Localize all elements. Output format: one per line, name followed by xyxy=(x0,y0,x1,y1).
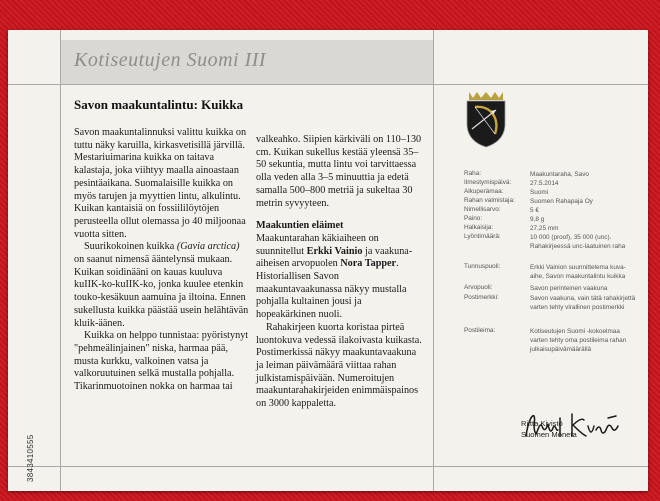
paragraph: Savon maakuntalinnuksi valittu kuikka on tuttu näky karuilla, kirkasvetisillä järvillä. Mestariuimarina kuikka on taitava kalastaja, joka viihtyy maalla ainoastaan pesintäaikana. Suomalaisille kuikka on myös tarujen ja myyttien lintu, alkulintu. Kuikan kantaisiä on fossiililöytöjen perusteella ollut olemassa jo 40 miljoonaa vuotta sitten. xyxy=(74,127,247,240)
latin-name: (Gavia arctica) xyxy=(176,241,240,253)
paragraph: Suurikokoinen kuikka (Gavia arctica) on saanut nimensä ääntelynsä mukaan. Kuikan soidinääni on kauas kuuluva kuIIK-ko-kuIIK-ko, jonka kuulee etenkin touko-kesäkuun aamuina ja iltoina. Ennen sukellusta kuikka päästää usein helähtävän kluik-äänen. xyxy=(74,241,249,329)
header-rule xyxy=(8,84,648,85)
paragraph: Kuikka on helppo tunnistaa: pyöristynyt "pehmeälinjainen" niska, harmaa pää, musta kurkku, valkoinen vatsa ja valkoruutuinen selkä mustalla pohjalla. Tikarinmuotoinen nokka on harmaa tai xyxy=(74,330,249,393)
savo-coat-of-arms-icon xyxy=(463,90,509,148)
header-band xyxy=(60,40,433,84)
paragraph: valkeahko. Siipien kärkiväli on 110–130 cm. Kuikan sukellus kestää yleensä 35–50 sekuntia, mutta lintu voi tarvittaessa olla veden alla 3–5 minuuttia ja edetä samalla 500–800 metriä ja sukeltaa 30 metrin syvyyteen. xyxy=(256,134,422,209)
paragraph: Maakuntarahan käkiaiheen on suunnitellut Erkki Vainio ja vaakuna-aiheisen arvopuolen Nora Tapper. Historiallisen Savon maakuntavaakunassa näkyy mustalla pohjalla kultainen jousi ja hopeakärkinen nuoli. xyxy=(256,232,413,321)
serial-number: 3843410555 xyxy=(26,434,35,482)
designer-name: Nora Tapper xyxy=(340,258,397,270)
paragraph: Rahakirjeen kuorta koristaa pirteä luontokuva vedessä ilakoivasta kuikasta. Postimerkissä näkyy maakuntavaakuna ja leiman päivämäärä viittaa rahan julkistamispäivään. Numeroitujen maakuntarahakirjeiden enimmäispainos on 3000 kappaletta. xyxy=(256,321,422,410)
info-card: Kotiseutujen Suomi III Savon maakuntalintu: Kuikka Savon maakuntalinnuksi valittu kuikka on tuttu näky karuilla, kirkasvetisillä järvillä. Mestariuimarina kuikka on taitava kalastaja, joka viihtyy maalla ainoastaan pesintäaikana. Suomalaisille kuikka on myös tarujen ja myyttien lintu, alkulintu. Kuikan kantaisiä on fossiililöytöjen perusteella ollut olemassa jo 40 miljoonaa vuotta sitten. Suurikokoinen kuikka (Gavia arctica) on saanut nimensä ääntelynsä mukaan. Kuikan soidinääni on kauas kuuluva kuIIK-ko-kuIIK-ko, jonka kuulee etenkin touko-kesäkuun aamuina ja iltoina. Ennen sukellusta kuikka päästää usein helähtävän kluik-äänen. Kuikka on helppo tunnistaa: pyöristynyt "pehmeälinjainen" niska, harmaa pää, musta kurkku, valkoinen vatsa ja valkoruutuinen selkä mustalla pohjalla. Tikarinmuotoinen nokka on harmaa tai valkeahko. Siipien kärkiväli on 110–130 cm. Kuikan sukellus kestää yleensä 35–50 sekuntia, mutta lintu voi tarvittaessa olla veden alla 3–5 minuuttia ja edetä samalla 500–800 metriä ja sukeltaa 30 metrin syvyyteen. Maakuntien eläimet Maakuntarahan käkiaiheen on suunnitellut Erkki Vainio ja vaakuna-aiheisen arvopuolen Nora Tapper. Historiallisen Savon maakuntavaakunassa näkyy mustalla pohjalla kultainen jousi ja hopeakärkinen nuoli. Rahakirjeen kuorta koristaa pirteä luontokuva vedessä ilakoivasta kuikasta. Postimerkissä näkyy maakuntavaakuna ja leiman päivämäärä viittaa rahan julkistamispäivään. Numeroitujen maakuntarahakirjeiden enimmäispainos on 3000 kappaletta. 3843410555 Raha: Maakuntaraha, Savo Ilmestymispäivä: 27.5.2014 Alkuperämaa: Suomi Rahan valmistaja: Suomen Rahapaja Oy Nimellisarvo: 5 € Paino: 9,8 g Halkaisija: 27,25 mm Lyöntimäärä: 10 000 (proof), 35 000 (unc). Rahakirjeessä unc-laatuinen raha Tunnuspuoli: Erkki Vainion suunnittelema kuva-aihe, Savon maakuntalintu kuikka Arvopuoli: Savon perinteinen vaakuna Postimerkki: Savon vaakuna, vain tätä rahakirjettä varten tehty virallinen postimerkki Postileima: Kotiseutujen Suomi -kokoelmaa varten tehty oma postileima rahan julkaisupäivämäärällä Riitta Kivistö Suomen Moneta xyxy=(8,30,648,491)
signer-organization: Suomen Moneta xyxy=(521,430,577,439)
left-rule xyxy=(60,30,61,491)
footer-rule xyxy=(8,466,648,467)
article-column-2 xyxy=(256,134,424,411)
series-title: Kotiseutujen Suomi III xyxy=(74,49,267,71)
designer-name: Erkki Vainio xyxy=(306,245,363,257)
signer-name: Riitta Kivistö xyxy=(521,419,563,428)
center-rule xyxy=(433,30,434,491)
article-heading: Savon maakuntalintu: Kuikka xyxy=(74,97,244,112)
subheading: Maakuntien eläimet xyxy=(256,220,344,232)
article-column-1 xyxy=(74,127,250,394)
